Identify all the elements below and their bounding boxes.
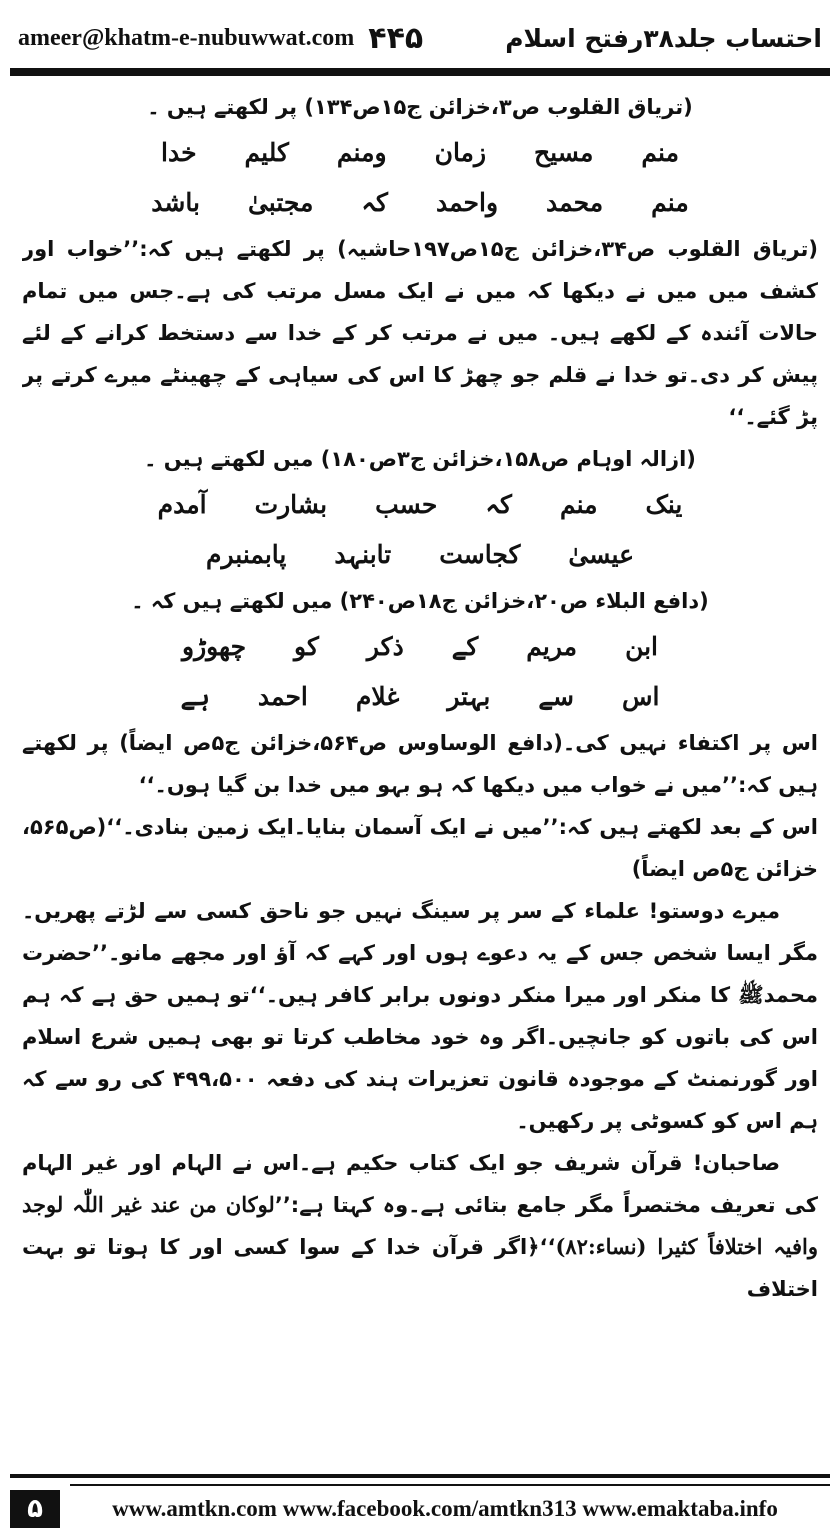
paragraph-7: میرے دوستو! علماء کے سر پر سینگ نہیں جو ناحق کسی سے لڑتے پھریں۔مگر ایسا شخص جس کے یہ دعوے ہوں اور کہے کہ آؤ اور مجھے مانو۔’’حضرت محمدﷺ کا منکر اور میرا منکر دونوں برابر کافر ہیں۔‘‘تو ہمیں حق ہے کہ ہم اس کی باتوں کو جانچیں۔اگر وہ خود مخاطب کرتا تو بھی ہمیں شرع اسلام اور گورنمنٹ کے موجودہ قانون تعزیرات ہند کی دفعہ ۴۹۹،۵۰۰ کی رو سے کہ ہم اس کو کسوٹی پر رکھیں۔ xyxy=(22,899,818,1133)
paragraph-3: (ازالہ اوہام ص۱۵۸،خزائن ج۳ص۱۸۰) میں لکھتے ہیں ۔ xyxy=(144,447,696,471)
verse-word: منم xyxy=(651,188,689,217)
verse-word: ینک xyxy=(645,490,683,519)
paragraph-2: (تریاق القلوب ص۳۴،خزائن ج۱۵ص۱۹۷حاشیہ) پر لکھتے ہیں کہ:’’خواب اور کشف میں میں نے دیکھا کہ میں نے ایک مسل مرتب کی ہے۔جس میں تمام حالات آئندہ کے لکھے ہیں۔ میں نے مرتب کر کے خدا سے دستخط کرانے کے لئے پیش کر دی۔تو خدا نے قلم جو چھڑ کا اس کی سیاہی کے چھینٹے میرے کرتے پر پڑ گئے۔‘‘ xyxy=(22,237,818,429)
verse-word: منم xyxy=(641,138,679,167)
verse-word: کو xyxy=(294,632,319,661)
paragraph-1: (تریاق القلوب ص۳،خزائن ج۱۵ص۱۳۴) پر لکھتے ہیں ۔ xyxy=(147,95,693,119)
verse-word: مسیح xyxy=(534,138,594,167)
verse-word: ومنم xyxy=(336,138,387,167)
verse-line-6 xyxy=(22,672,818,722)
footer-page-number: ۵ xyxy=(10,1490,60,1528)
verse-word: مریم xyxy=(526,632,578,661)
header-page-number: ۴۴۵ xyxy=(368,20,424,56)
verse-line-1 xyxy=(22,128,818,178)
verse-word: کہ xyxy=(485,490,512,519)
paragraph-8 xyxy=(22,1142,818,1310)
paragraph-6: اس کے بعد لکھتے ہیں کہ:’’میں نے ایک آسمان بنایا۔ایک زمین بنادی۔‘‘(ص۵۶۵، خزائن ج۵ص ایضاً) xyxy=(22,815,818,881)
page-footer xyxy=(10,1490,830,1528)
footer-rule-thin xyxy=(70,1484,830,1486)
footer-urls: www.amtkn.com www.facebook.com/amtkn313 www.emaktaba.info xyxy=(112,1496,778,1521)
verse-word: کہ xyxy=(361,188,388,217)
verse-word: عیسیٰ xyxy=(568,540,634,569)
header-rule xyxy=(10,68,830,76)
paragraph-4: (دافع البلاء ص۲۰،خزائن ج۱۸ص۲۴۰) میں لکھتے ہیں کہ ۔ xyxy=(131,589,709,613)
paragraph-8-end: ‘‘﴿اگر قرآن خدا کے سوا کسی اور کا ہوتا تو بہت اختلاف xyxy=(22,1235,818,1301)
verse-word: کلیم xyxy=(244,138,289,167)
verse-word: آمدم xyxy=(157,490,207,519)
verse-word: محمد xyxy=(546,188,604,217)
verse-line-4 xyxy=(22,530,818,580)
verse-word: بشارت xyxy=(254,490,328,519)
verse-word: پابمنبرم xyxy=(206,540,287,569)
verse-word: ذکر xyxy=(366,632,404,661)
footer-rule xyxy=(10,1474,830,1478)
quran-verse: لوکان من عند غیر اللّٰہ لوجد وافیہ اختلافاً کثیرا (نساء:۸۲) xyxy=(22,1192,818,1259)
verse-word: کجاست xyxy=(439,540,521,569)
verse-word: باشد xyxy=(151,188,200,217)
verse-word: کے xyxy=(451,632,479,661)
verse-word: حسب xyxy=(375,490,438,519)
verse-line-2 xyxy=(22,178,818,228)
verse-word: تابنہد xyxy=(334,540,392,569)
verse-word: خدا xyxy=(161,138,197,167)
verse-word: واحمد xyxy=(435,188,499,217)
verse-word: احمد xyxy=(257,682,308,711)
verse-word: زمان xyxy=(434,138,487,167)
verse-line-5 xyxy=(22,622,818,672)
header-email: ameer@khatm-e-nubuwwat.com xyxy=(18,24,355,51)
page-content xyxy=(22,86,818,1448)
verse-line-3 xyxy=(22,480,818,530)
paragraph-5: اس پر اکتفاء نہیں کی۔(دافع الوساوس ص۵۶۴،خزائن ج۵ص ایضاً) پر لکھتے ہیں کہ:’’میں نے خواب میں دیکھا کہ ہو بہو میں خدا بن گیا ہوں۔‘‘ xyxy=(22,731,818,797)
verse-word: غلام xyxy=(355,682,400,711)
verse-word: بہتر xyxy=(447,682,491,711)
header-book-title: احتساب جلد۳۸رفتح اسلام xyxy=(505,23,822,53)
verse-word: مجتبیٰ xyxy=(247,188,314,217)
header-left xyxy=(18,21,423,56)
verse-word: چھوڑو xyxy=(182,632,247,661)
verse-word: ہے xyxy=(180,682,210,711)
paragraph-8-start: صاحبان! قرآن شریف جو ایک کتاب حکیم ہے۔اس نے الہام اور غیر الہام کی تعریف مختصراً مگر جامع بتائی ہے۔وہ کہتا ہے:’’ xyxy=(22,1151,818,1217)
verse-word: سے xyxy=(538,682,574,711)
verse-word: ابن xyxy=(625,632,658,661)
verse-word: اس xyxy=(621,682,660,711)
page-header xyxy=(18,12,822,64)
verse-word: منم xyxy=(559,490,598,519)
